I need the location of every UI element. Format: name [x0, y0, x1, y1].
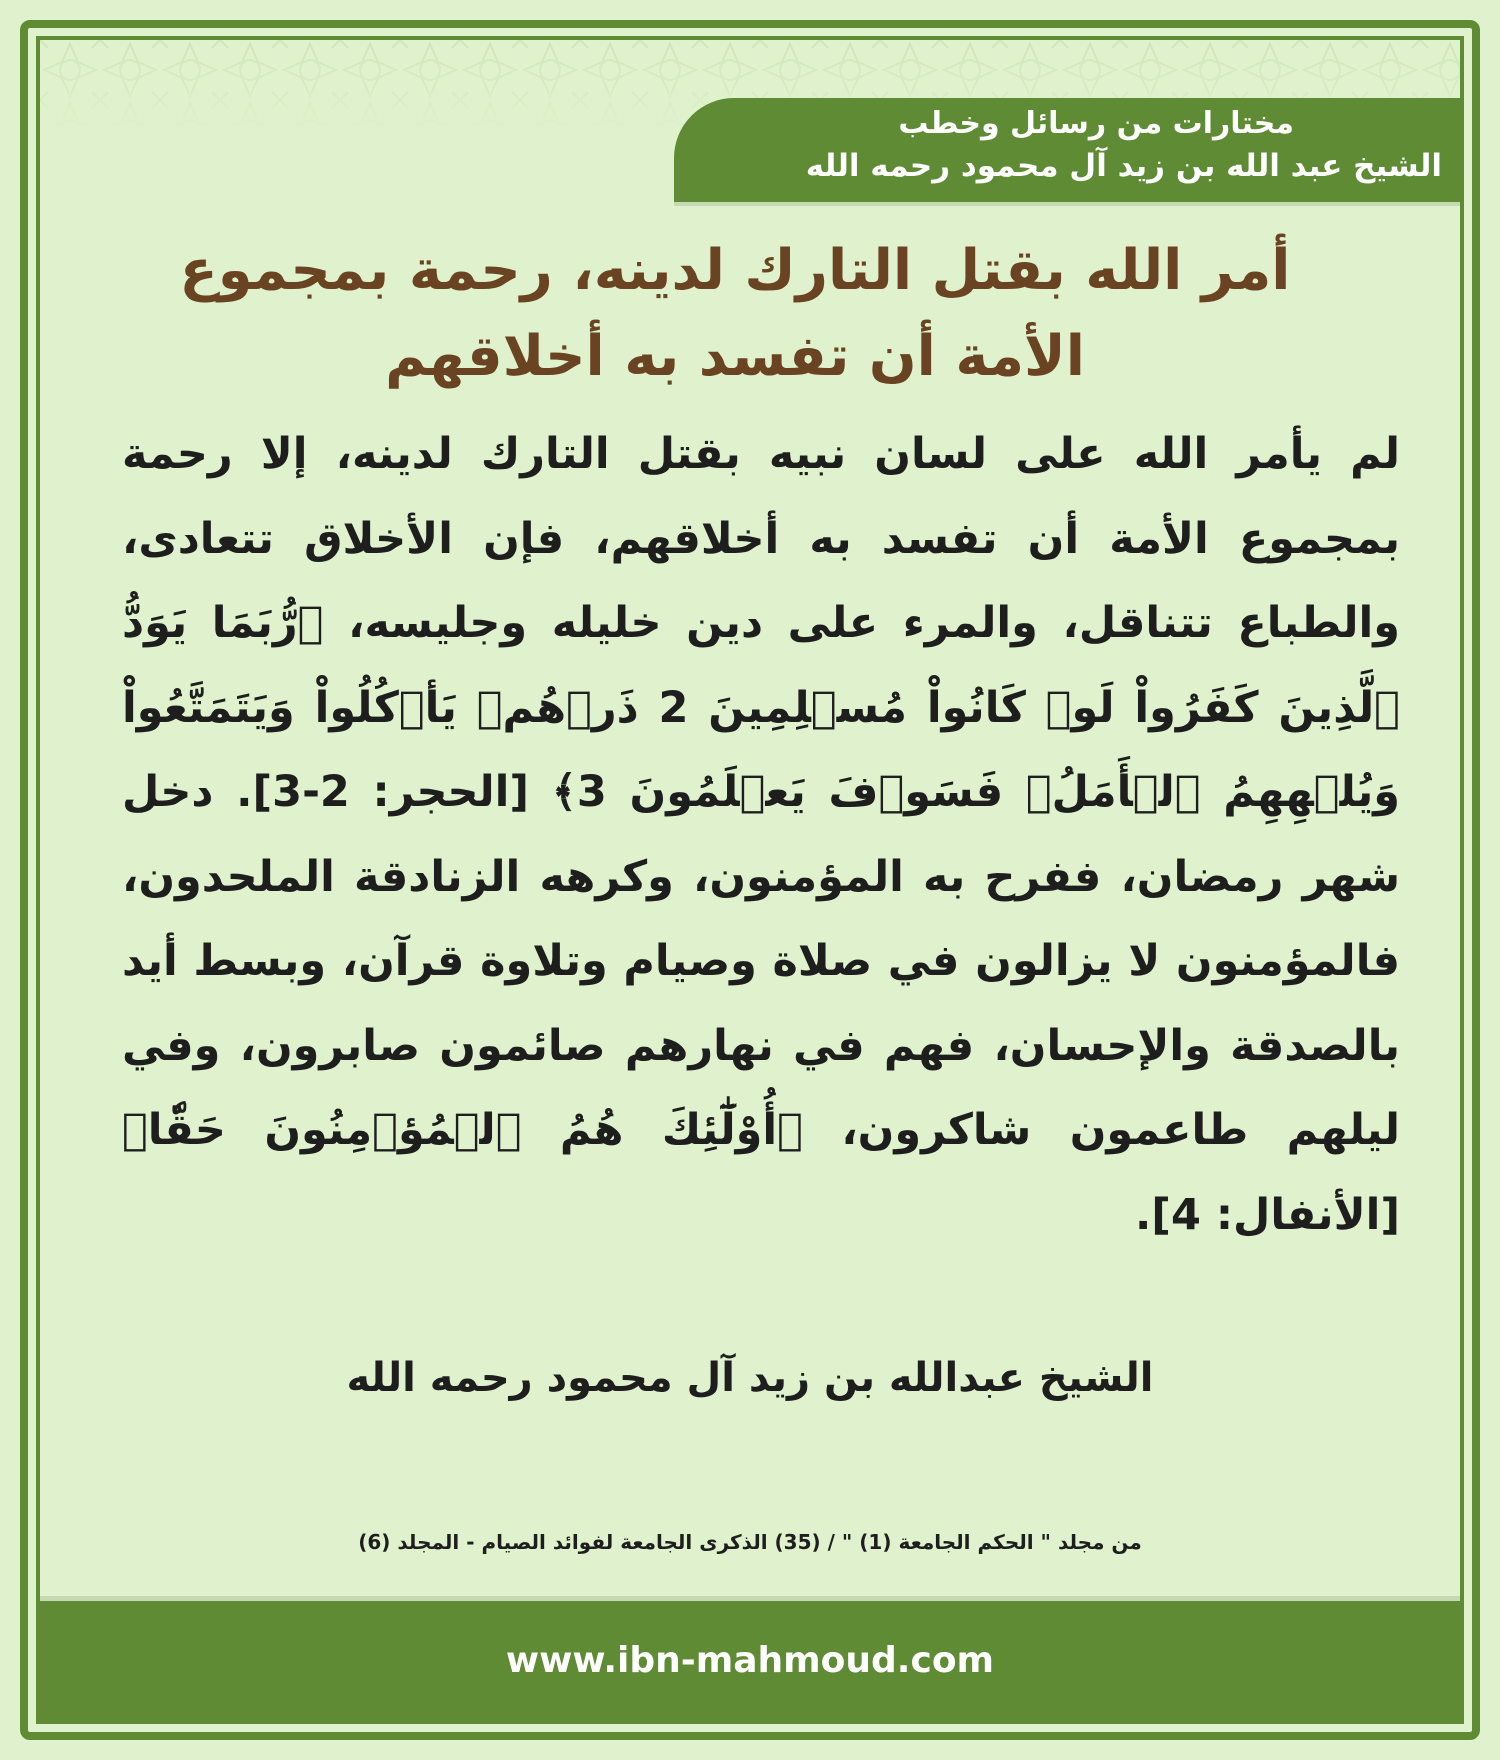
footer-banner [40, 1596, 1460, 1720]
source-citation: من مجلد " الحكم الجامعة (1) " / (35) الذكرى الجامعة لفوائد الصيام - المجلد (6) [358, 1530, 1142, 1554]
header-banner [674, 98, 1460, 206]
author-signature: الشيخ عبدالله بن زيد آل محمود رحمه الله [346, 1355, 1154, 1401]
header-series-title: مختارات من رسائل وخطب [898, 106, 1294, 141]
article-title: أمر الله بقتل التارك لدينه، رحمة بمجموع الأمة أن تفسد به أخلاقهم [179, 238, 1291, 389]
header-author-name: الشيخ عبد الله بن زيد آل محمود رحمه الله [805, 148, 1442, 184]
website-link[interactable]: www.ibn-mahmoud.com [505, 1640, 995, 1681]
article-body: لم يأمر الله على لسان نبيه بقتل التارك لدينه، إلا رحمة بمجموع الأمة أن تفسد به أخلاقهم، فإن الأخلاق تتعادى، والطباع تتناقل، والمرء على دين خليله وجليسه، ﴿رُّبَمَا يَوَدُّ ٱلَّذِينَ كَفَرُواْ لَوۡ كَانُواْ مُسۡلِمِينَ 2 ذَرۡهُمۡ يَأۡكُلُواْ وَيَتَمَتَّعُواْ وَيُلۡهِهِمُ ٱلۡأَمَلُۖ فَسَوۡفَ يَعۡلَمُونَ 3﴾ [الحجر: 2-3]. دخل شهر رمضان، ففرح به المؤمنون، وكرهه الزنادقة الملحدون، فالمؤمنون لا يزالون في صلاة وصيام وتلاوة قرآن، وبسط أيد بالصدقة والإحسان، فهم في نهارهم صائمون صابرون، وفي ليلهم طاعمون شاكرون، ﴿أُوْلَٰٓئِكَ هُمُ ٱلۡمُؤۡمِنُونَ حَقّٗا﴾ [الأنفال: 4]. [122, 429, 1400, 1240]
